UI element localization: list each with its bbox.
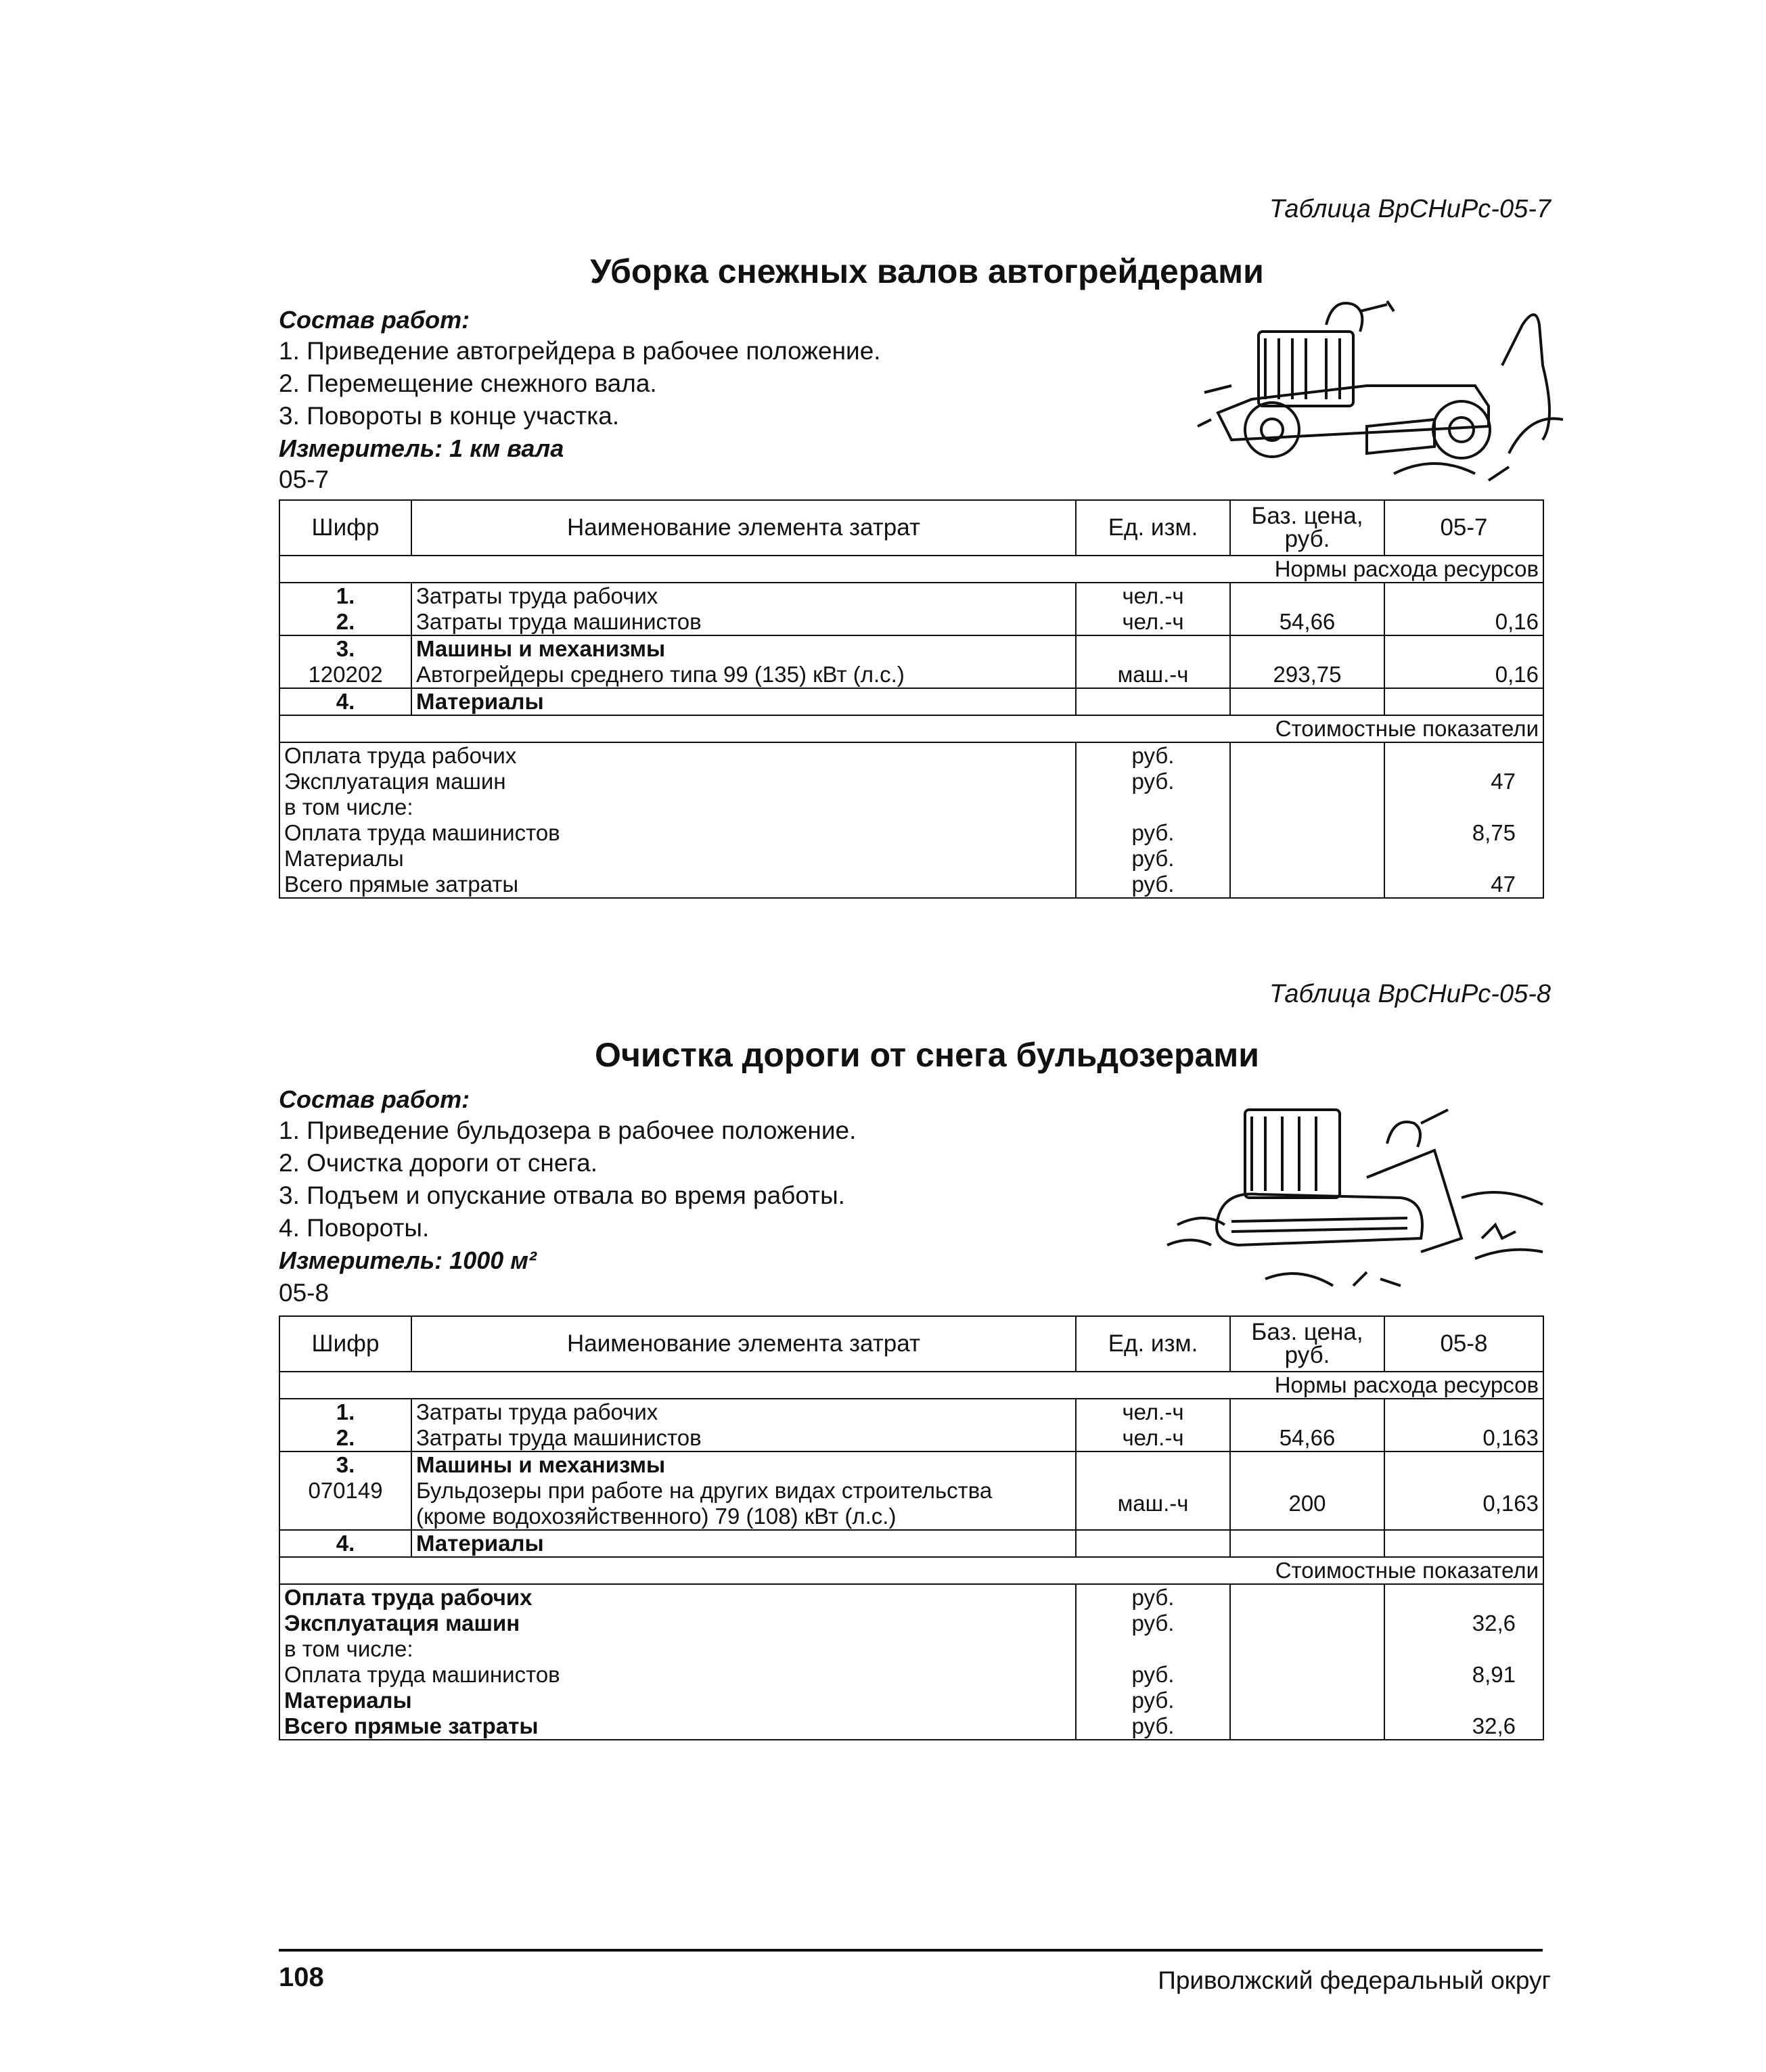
cost-unit (1076, 794, 1230, 820)
row-price (1230, 583, 1384, 609)
header-norm: 05-8 (1384, 1316, 1543, 1372)
row-price: 293,75 (1230, 662, 1384, 688)
cost-unit: руб. (1076, 872, 1230, 898)
step-item: 2. Перемещение снежного вала. (279, 369, 657, 397)
footer-region: Приволжский федеральный округ (1158, 1966, 1551, 1994)
cost-name: Материалы (279, 1688, 1076, 1713)
cost-unit: руб. (1076, 820, 1230, 846)
row-name: Затраты труда рабочих (411, 1399, 1076, 1425)
row-unit (1076, 635, 1230, 662)
row-code: 2. (279, 609, 411, 635)
cost-value: 32,6 (1384, 1611, 1543, 1636)
row-name: Затраты труда машинистов (411, 1425, 1076, 1451)
row-value (1384, 583, 1543, 609)
row-name: Машины и механизмы (411, 1451, 1076, 1478)
cost-price-empty (1230, 846, 1384, 872)
step-item: 1. Приведение бульдозера в рабочее положение. (279, 1117, 857, 1144)
cost-name: Оплата труда машинистов (279, 1662, 1076, 1688)
row-name: Затраты труда машинистов (411, 609, 1076, 635)
cost-value (1384, 1636, 1543, 1662)
cost-caption: Стоимостные показатели (279, 715, 1543, 742)
row-code: 3. (279, 1451, 411, 1478)
header-code: Шифр (279, 500, 411, 556)
table-code: 05-7 (279, 466, 330, 493)
step-item: 4. Повороты. (279, 1214, 430, 1242)
cost-unit: руб. (1076, 769, 1230, 794)
row-value: 0,16 (1384, 609, 1543, 635)
cost-price-empty (1230, 1584, 1384, 1611)
row-price: 54,66 (1230, 1425, 1384, 1451)
row-code: 120202 (279, 662, 411, 688)
row-name-multiline (411, 1478, 1076, 1530)
row-unit (1076, 688, 1230, 715)
row-unit: чел.-ч (1076, 1425, 1230, 1451)
row-name: Автогрейдеры среднего типа 99 (135) кВт (л.с.) (411, 662, 1076, 688)
row-unit (1076, 1451, 1230, 1478)
cost-value (1384, 846, 1543, 872)
row-unit: маш.-ч (1076, 662, 1230, 688)
header-name: Наименование элемента затрат (411, 500, 1076, 556)
meter-label: Измеритель: 1 км вала (279, 434, 564, 462)
step-item: 2. Очистка дороги от снега. (279, 1149, 597, 1177)
norms-caption: Нормы расхода ресурсов (279, 556, 1543, 583)
cost-table-05-8 (279, 1315, 1544, 1740)
row-value: 0,163 (1384, 1425, 1543, 1451)
row-price (1230, 1451, 1384, 1478)
row-code: 3. (279, 635, 411, 662)
row-name: Бульдозеры при работе на других видах строительства (416, 1478, 993, 1503)
cost-value (1384, 1584, 1543, 1611)
footer-rule (279, 1949, 1543, 1952)
row-name: Машины и механизмы (411, 635, 1076, 662)
cost-price-empty (1230, 820, 1384, 846)
cost-value (1384, 742, 1543, 769)
cost-price-empty (1230, 1611, 1384, 1636)
row-value (1384, 1530, 1543, 1557)
table-ref-05-7: Таблица ВрСНиРс-05-7 (1269, 195, 1551, 223)
cost-price-empty (1230, 1636, 1384, 1662)
row-name: Затраты труда рабочих (411, 583, 1076, 609)
row-price: 200 (1230, 1478, 1384, 1530)
row-value: 0,16 (1384, 662, 1543, 688)
row-name: Материалы (411, 688, 1076, 715)
bulldozer-illustration (1164, 1083, 1549, 1306)
cost-unit (1076, 1636, 1230, 1662)
row-name: Материалы (411, 1530, 1076, 1557)
row-code: 4. (279, 688, 411, 715)
header-code: Шифр (279, 1316, 411, 1372)
header-price: Баз. цена, руб. (1230, 1316, 1384, 1372)
header-price: Баз. цена, руб. (1230, 500, 1384, 556)
row-code: 4. (279, 1530, 411, 1557)
row-value (1384, 688, 1543, 715)
table-code: 05-8 (279, 1279, 330, 1307)
cost-price-empty (1230, 1713, 1384, 1740)
step-item: 3. Повороты в конце участка. (279, 402, 620, 430)
cost-unit: руб. (1076, 1584, 1230, 1611)
composition-heading: Состав работ: (279, 306, 470, 334)
header-norm: 05-7 (1384, 500, 1543, 556)
cost-price-empty (1230, 769, 1384, 794)
meter-label: Измеритель: 1000 м² (279, 1246, 537, 1274)
composition-heading: Состав работ: (279, 1085, 470, 1113)
row-value (1384, 1451, 1543, 1478)
row-name-cont: (кроме водохозяйственного) 79 (108) кВт (л.с.) (416, 1504, 897, 1529)
step-item: 3. Подъем и опускание отвала во время работы. (279, 1181, 845, 1209)
cost-value: 32,6 (1384, 1713, 1543, 1740)
cost-name: Всего прямые затраты (279, 872, 1076, 898)
cost-name: в том числе: (279, 1636, 1076, 1662)
row-unit: чел.-ч (1076, 1399, 1230, 1425)
cost-price-empty (1230, 742, 1384, 769)
header-unit: Ед. изм. (1076, 1316, 1230, 1372)
cost-name: Эксплуатация машин (279, 1611, 1076, 1636)
row-price (1230, 1530, 1384, 1557)
row-unit: маш.-ч (1076, 1478, 1230, 1530)
row-unit (1076, 1530, 1230, 1557)
row-code: 070149 (279, 1478, 411, 1530)
cost-unit: руб. (1076, 1688, 1230, 1713)
cost-unit: руб. (1076, 1611, 1230, 1636)
section-title-05-7: Уборка снежных валов автогрейдерами (590, 252, 1264, 290)
row-price: 54,66 (1230, 609, 1384, 635)
cost-unit: руб. (1076, 846, 1230, 872)
row-code: 2. (279, 1425, 411, 1451)
row-price (1230, 1399, 1384, 1425)
cost-name: Оплата труда рабочих (279, 1584, 1076, 1611)
cost-value: 8,75 (1384, 820, 1543, 846)
row-value (1384, 635, 1543, 662)
step-item: 1. Приведение автогрейдера в рабочее положение. (279, 337, 881, 365)
cost-value: 47 (1384, 872, 1543, 898)
motor-grader-illustration (1191, 284, 1563, 487)
norms-caption: Нормы расхода ресурсов (279, 1372, 1543, 1399)
cost-name: Всего прямые затраты (279, 1713, 1076, 1740)
cost-unit: руб. (1076, 1713, 1230, 1740)
cost-price-empty (1230, 1662, 1384, 1688)
cost-value (1384, 1688, 1543, 1713)
cost-name: Оплата труда рабочих (279, 742, 1076, 769)
page-number: 108 (279, 1962, 324, 1992)
cost-unit: руб. (1076, 742, 1230, 769)
cost-name: Оплата труда машинистов (279, 820, 1076, 846)
row-unit: чел.-ч (1076, 583, 1230, 609)
cost-name: Материалы (279, 846, 1076, 872)
row-code: 1. (279, 583, 411, 609)
row-value (1384, 1399, 1543, 1425)
row-price (1230, 688, 1384, 715)
cost-price-empty (1230, 872, 1384, 898)
row-unit: чел.-ч (1076, 609, 1230, 635)
row-value: 0,163 (1384, 1478, 1543, 1530)
cost-caption: Стоимостные показатели (279, 1557, 1543, 1584)
cost-value: 47 (1384, 769, 1543, 794)
cost-unit: руб. (1076, 1662, 1230, 1688)
cost-name: в том числе: (279, 794, 1076, 820)
cost-value: 8,91 (1384, 1662, 1543, 1688)
cost-name: Эксплуатация машин (279, 769, 1076, 794)
cost-value (1384, 794, 1543, 820)
section-title-05-8: Очистка дороги от снега бульдозерами (594, 1036, 1260, 1074)
cost-price-empty (1230, 1688, 1384, 1713)
cost-price-empty (1230, 794, 1384, 820)
cost-table-05-7 (279, 499, 1544, 899)
header-unit: Ед. изм. (1076, 500, 1230, 556)
header-name: Наименование элемента затрат (411, 1316, 1076, 1372)
row-code: 1. (279, 1399, 411, 1425)
row-price (1230, 635, 1384, 662)
table-ref-05-8: Таблица ВрСНиРс-05-8 (1269, 980, 1551, 1008)
